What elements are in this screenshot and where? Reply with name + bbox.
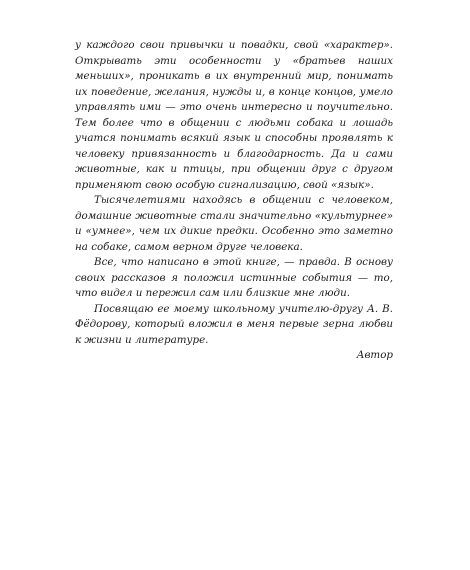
paragraph-truth-statement: Все, что написано в этой книге, — правда. В основу своих рассказов я положил истинные события — то, что видел и пережил сам или близкие мне люди.: [75, 256, 393, 299]
paragraph-animals-civilization: Тысячелетиями находясь в общении с человеком, домашние животные стали значительно «культурнее» и «умнее», чем их дикие предки. Особенно это заметно на собаке, самом верном друге человека.: [75, 194, 393, 253]
paragraph-continuation: у каждого свои привычки и повадки, свой «характер». Открывать эти особенности у «братьев наших меньших», проникать в их внутренний мир, понимать их поведение, желания, нужды и, в конце концов, умело управлять ими — это очень интересно и поучительно. Тем более что в общении с людьми собака и лошадь учатся понимать всякий язык и способны проявлять к человеку привязанность и благодарность. Да и сами животные, как и птицы, при общении друг с другом применяют свою особую сигнализацию, свой «язык».: [75, 39, 393, 191]
paragraph-dedication: Посвящаю ее моему школьному учителю-другу А. В. Фёдорову, который вложил в меня первые зерна любви к жизни и литературе.: [75, 302, 393, 346]
author-signature: Автор: [356, 349, 393, 361]
document-page: [75, 38, 393, 364]
